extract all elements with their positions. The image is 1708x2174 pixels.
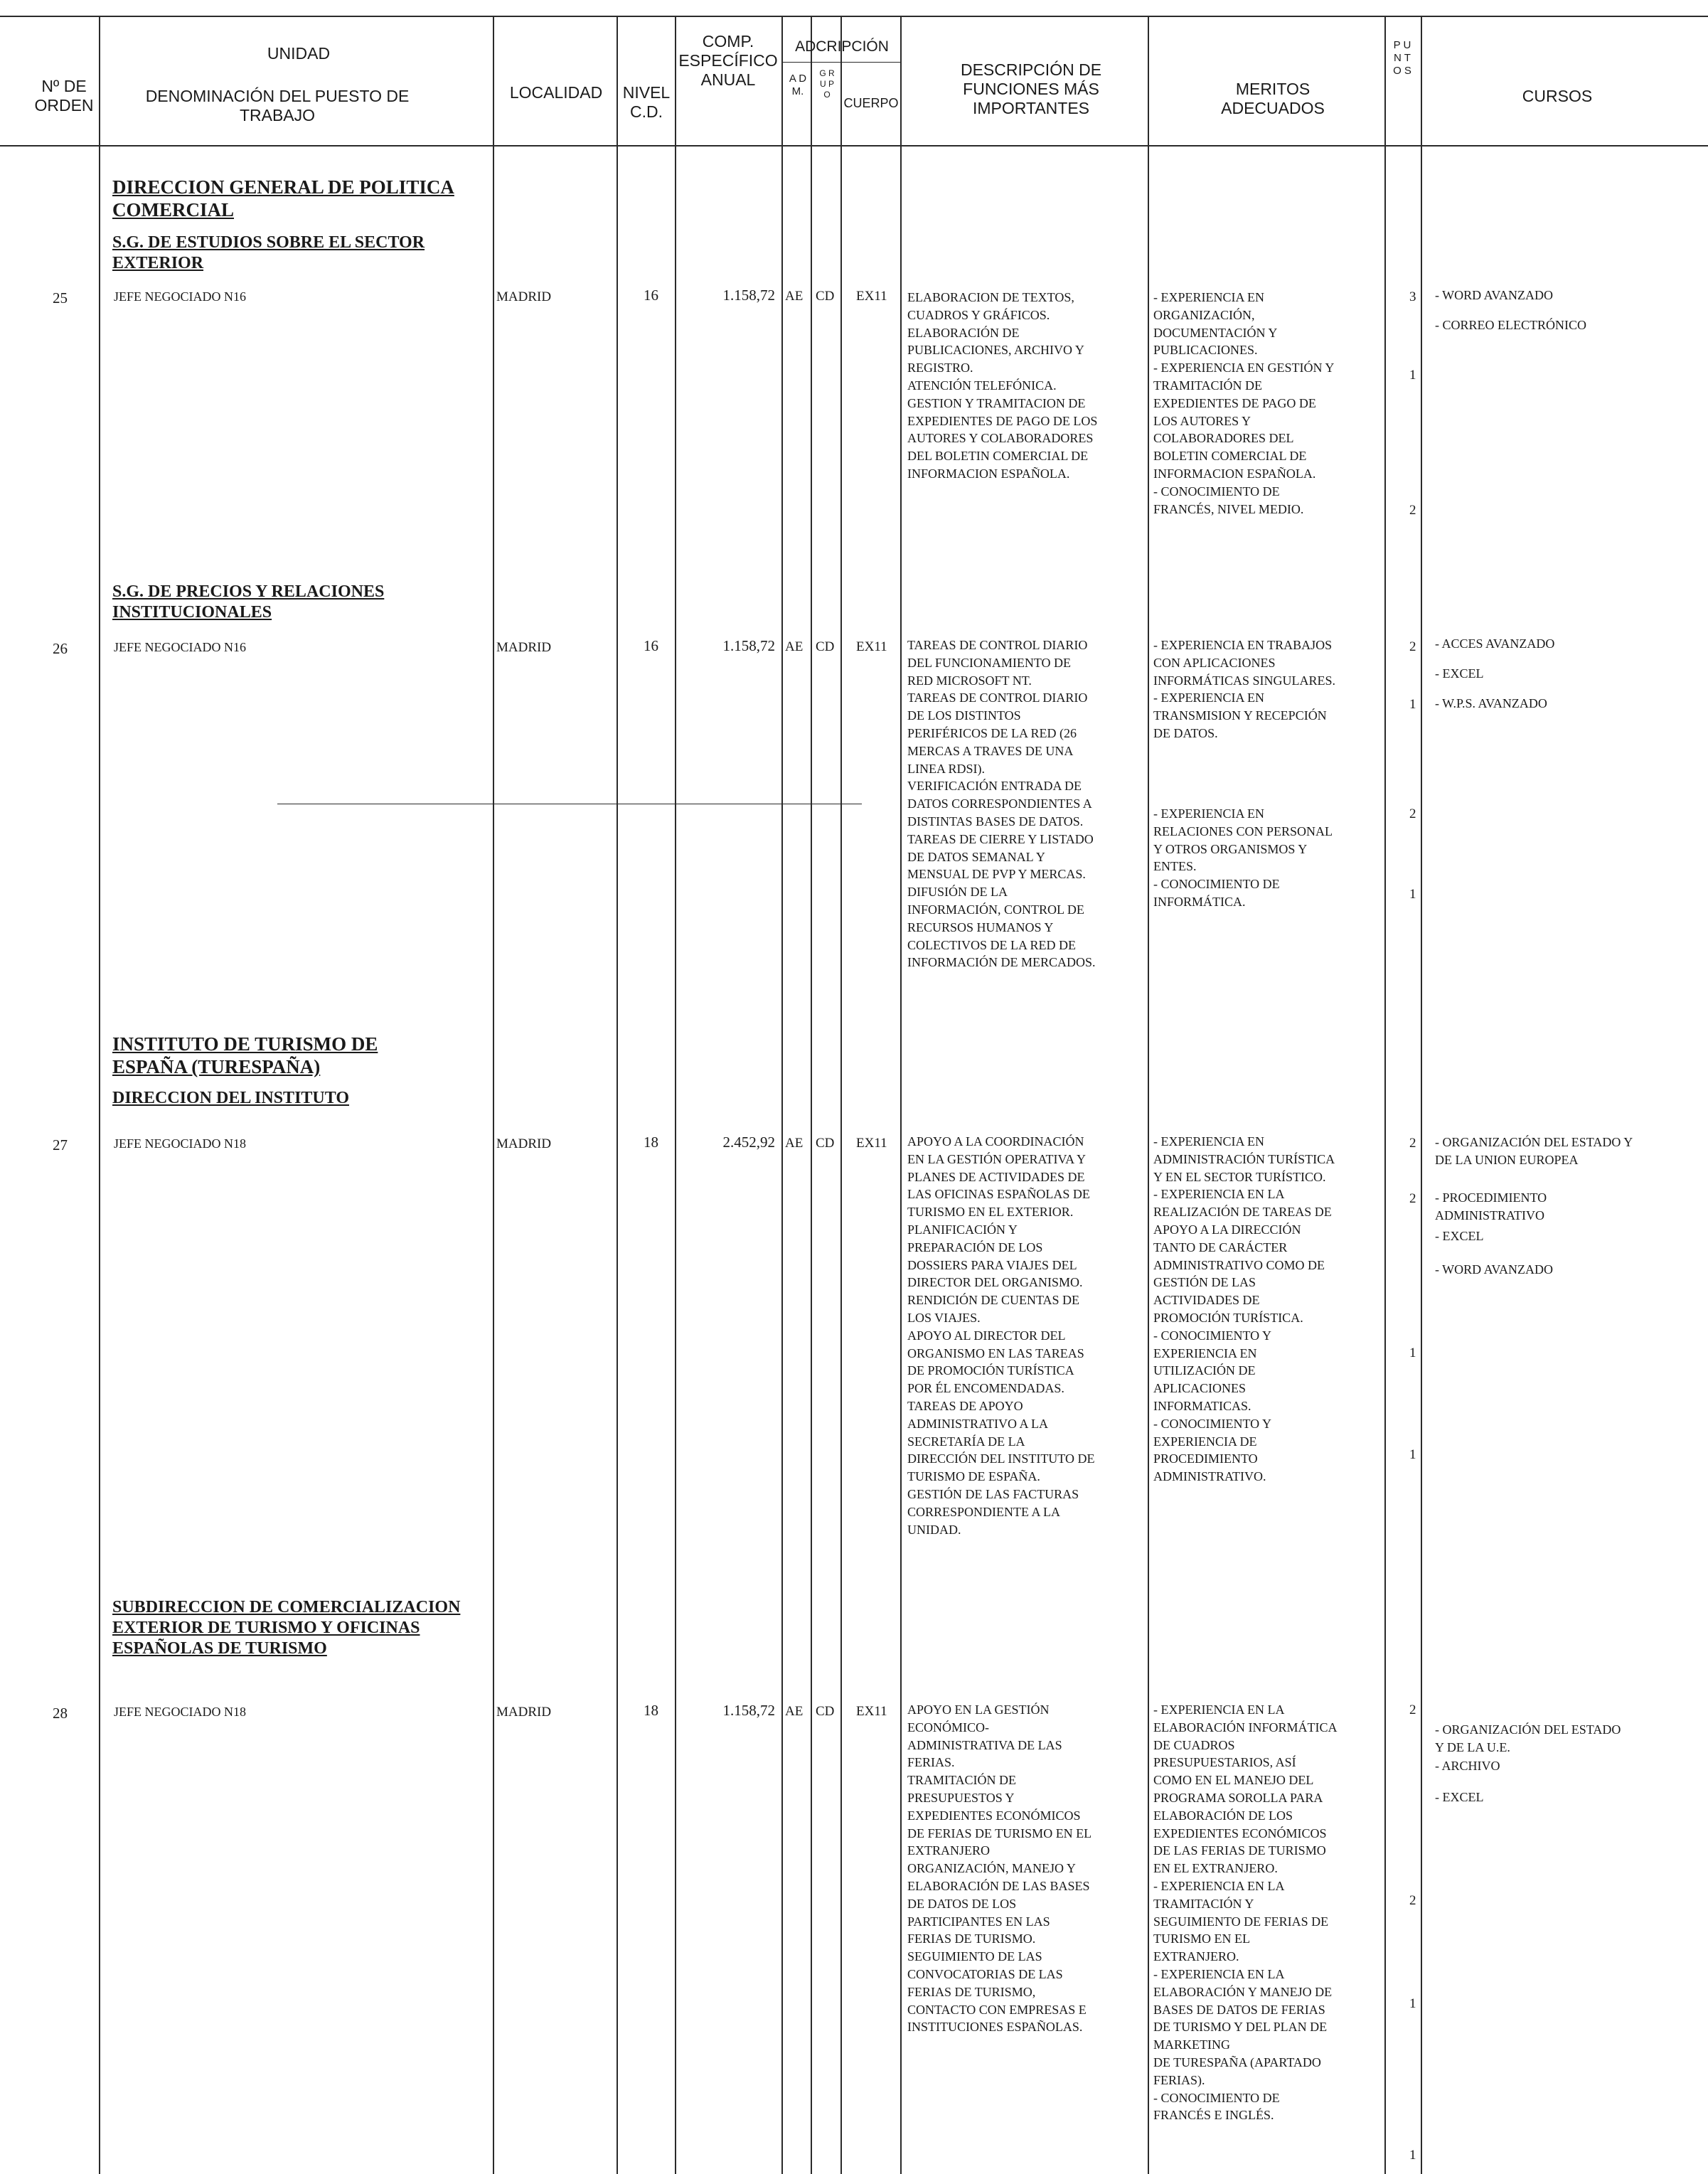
row-curso: - PROCEDIMIENTO ADMINISTRATIVO xyxy=(1435,1190,1547,1222)
header-descripcion: DESCRIPCIÓN DE FUNCIONES MÁS IMPORTANTES xyxy=(960,60,1102,117)
row-puntos: 1 xyxy=(1409,1447,1416,1462)
row-descripcion: ELABORACION DE TEXTOS, CUADROS Y GRÁFICOS. ELABORACIÓN DE PUBLICACIONES, ARCHIVO Y REGISTRO. ATENCIÓN TELEFÓNICA. GESTION Y TRAMITACION DE EXPEDIENTES DE PAGO DE LOS AUTORES Y COLABORADORES DEL BOLETIN COMERCIAL DE INFORMACION ESPAÑOLA. xyxy=(907,290,1098,481)
header-puntos: P U N T O S xyxy=(1393,39,1411,77)
row-puntos: 2 xyxy=(1409,1191,1416,1206)
column-rule xyxy=(840,16,842,2174)
row-cuerpo: EX11 xyxy=(856,289,887,304)
row-comp: 1.158,72 xyxy=(722,287,775,304)
row-puntos: 2 xyxy=(1409,1136,1416,1151)
row-puntos: 2 xyxy=(1409,1893,1416,1908)
row-comp: 1.158,72 xyxy=(722,637,775,654)
row-cuerpo: EX11 xyxy=(856,639,887,654)
column-rule xyxy=(675,16,676,2174)
row-curso: - ORGANIZACIÓN DEL ESTADO Y DE LA U.E. xyxy=(1435,1722,1621,1754)
row-localidad: MADRID xyxy=(496,1136,552,1151)
column-rule xyxy=(493,16,494,2174)
row-meritos: - EXPERIENCIA EN ADMINISTRACIÓN TURÍSTICA Y EN EL SECTOR TURÍSTICO. - EXPERIENCIA EN LA REALIZACIÓN DE TAREAS DE APOYO A LA DIRECCIÓN TANTO DE CARÁCTER ADMINISTRATIVO COMO DE GESTIÓN DE LAS ACTIVIDADES DE PROMOCIÓN TURÍSTICA. - CONOCIMIENTO Y EXPERIENCIA EN UTILIZACIÓN DE APLICACIONES INFORMATICAS. - CONOCIMIENTO Y EXPERIENCIA DE PROCEDIMIENTO ADMINISTRATIVO. xyxy=(1153,1134,1335,1484)
row-orden: 27 xyxy=(53,1136,68,1153)
row-curso: - WORD AVANZADO xyxy=(1435,1262,1554,1277)
row-adm: AE xyxy=(785,1704,804,1719)
row-adm: AE xyxy=(785,289,804,304)
section-title: DIRECCION GENERAL DE POLITICA COMERCIAL xyxy=(112,176,454,220)
row-puntos: 1 xyxy=(1409,887,1416,902)
row-puntos: 1 xyxy=(1409,1346,1416,1360)
row-grupo: CD xyxy=(816,1136,835,1151)
header-nivel: NIVEL C.D. xyxy=(622,83,671,121)
row-grupo: CD xyxy=(816,1704,835,1719)
row-puesto: JEFE NEGOCIADO N16 xyxy=(114,640,246,654)
row-comp: 1.158,72 xyxy=(722,1702,775,1719)
header-top-rule xyxy=(0,16,1708,17)
header-unidad: UNIDAD xyxy=(267,44,331,63)
row-descripcion: TAREAS DE CONTROL DIARIO DEL FUNCIONAMIENTO DE RED MICROSOFT NT. TAREAS DE CONTROL DIARIO DE LOS DISTINTOS PERIFÉRICOS DE LA RED (26 MERCAS A TRAVES DE UNA LINEA RDSI). VERIFICACIÓN ENTRADA DE DATOS CORRESPONDIENTES A DISTINTAS BASES DE DATOS. TAREAS DE CIERRE Y LISTADO DE DATOS SEMANAL Y MENSUAL DE PVP Y MERCAS. DIFUSIÓN DE LA INFORMACIÓN, CONTROL DE RECURSOS HUMANOS Y COLECTIVOS DE LA RED DE INFORMACIÓN DE MERCADOS. xyxy=(907,638,1096,970)
header-cursos: CURSOS xyxy=(1522,87,1593,105)
row-cuerpo: EX11 xyxy=(856,1136,887,1151)
row-meritos: - EXPERIENCIA EN ORGANIZACIÓN, DOCUMENTACIÓN Y PUBLICACIONES. - EXPERIENCIA EN GESTIÓN Y TRAMITACIÓN DE EXPEDIENTES DE PAGO DE LOS AUTORES Y COLABORADORES DEL BOLETIN COMERCIAL DE INFORMACION ESPAÑOLA. - CONOCIMIENTO DE FRANCÉS, NIVEL MEDIO. xyxy=(1153,290,1335,516)
column-rule xyxy=(1421,16,1422,2174)
column-rule xyxy=(99,16,100,2174)
row-orden: 26 xyxy=(53,640,68,657)
row-puntos: 3 xyxy=(1409,289,1416,304)
column-rule xyxy=(781,16,783,2174)
row-localidad: MADRID xyxy=(496,289,552,304)
row-puesto: JEFE NEGOCIADO N18 xyxy=(114,1705,246,1719)
row-puesto: JEFE NEGOCIADO N16 xyxy=(114,289,246,304)
row-curso: - ORGANIZACIÓN DEL ESTADO Y DE LA UNION EUROPEA xyxy=(1435,1135,1633,1167)
row-nivel: 18 xyxy=(644,1702,658,1719)
row-curso: - ARCHIVO xyxy=(1435,1759,1500,1773)
row-orden: 25 xyxy=(53,289,68,307)
row-curso: - EXCEL xyxy=(1435,1790,1484,1804)
section-subtitle: S.G. DE ESTUDIOS SOBRE EL SECTOR EXTERIOR xyxy=(112,233,425,272)
column-rule xyxy=(1384,16,1386,2174)
row-nivel: 16 xyxy=(644,287,658,304)
section-subtitle: S.G. DE PRECIOS Y RELACIONES INSTITUCIONALES xyxy=(112,582,385,622)
column-rule xyxy=(617,16,618,2174)
row-adm: AE xyxy=(785,639,804,654)
header-adm: A D M. xyxy=(789,73,807,97)
row-curso: - WORD AVANZADO xyxy=(1435,288,1554,302)
header-cuerpo: CUERPO xyxy=(843,96,899,110)
header-adscripcion: ADCRIPCIÓN xyxy=(795,38,889,55)
adscripcion-rule xyxy=(781,62,901,63)
row-puntos: 2 xyxy=(1409,806,1416,821)
row-orden: 28 xyxy=(53,1705,68,1722)
row-descripcion: APOYO A LA COORDINACIÓN EN LA GESTIÓN OPERATIVA Y PLANES DE ACTIVIDADES DE LAS OFICINAS ESPAÑOLAS DE TURISMO EN EL EXTERIOR. PLANIFICACIÓN Y PREPARACIÓN DE LOS DOSSIERS PARA VIAJES DEL DIRECTOR DEL ORGANISMO. RENDICIÓN DE CUENTAS DE LOS VIAJES. APOYO AL DIRECTOR DEL ORGANISMO EN LAS TAREAS DE PROMOCIÓN TURÍSTICA POR ÉL ENCOMENDADAS. TAREAS DE APOYO ADMINISTRATIVO A LA SECRETARÍA DE LA DIRECCIÓN DEL INSTITUTO DE TURISMO DE ESPAÑA. GESTIÓN DE LAS FACTURAS CORRESPONDIENTE A LA UNIDAD. xyxy=(907,1134,1095,1537)
row-descripcion: APOYO EN LA GESTIÓN ECONÓMICO- ADMINISTRATIVA DE LAS FERIAS. TRAMITACIÓN DE PRESUPUESTOS Y EXPEDIENTES ECONÓMICOS DE FERIAS DE TURISMO EN EL EXTRANJERO ORGANIZACIÓN, MANEJO Y ELABORACIÓN DE LAS BASES DE DATOS DE LOS PARTICIPANTES EN LAS FERIAS DE TURISMO. SEGUIMIENTO DE LAS CONVOCATORIAS DE LAS FERIAS DE TURISMO, CONTACTO CON EMPRESAS E INSTITUCIONES ESPAÑOLAS. xyxy=(907,1703,1092,2035)
row-puntos: 2 xyxy=(1409,639,1416,654)
row-adm: AE xyxy=(785,1136,804,1151)
header-denominacion: DENOMINACIÓN DEL PUESTO DE TRABAJO xyxy=(145,87,410,124)
row-grupo: CD xyxy=(816,289,835,304)
row-puntos: 2 xyxy=(1409,503,1416,518)
column-rule xyxy=(900,16,902,2174)
column-rule xyxy=(1148,16,1149,2174)
row-puntos: 1 xyxy=(1409,368,1416,383)
header-meritos: MERITOS ADECUADOS xyxy=(1221,80,1325,117)
row-puntos: 2 xyxy=(1409,1703,1416,1717)
row-grupo: CD xyxy=(816,639,835,654)
row-puntos: 1 xyxy=(1409,697,1416,712)
row-curso: - CORREO ELECTRÓNICO xyxy=(1435,318,1586,332)
header-grupo: G R U P O xyxy=(819,68,835,100)
row-meritos: - EXPERIENCIA EN RELACIONES CON PERSONAL Y OTROS ORGANISMOS Y ENTES. - CONOCIMIENTO DE INFORMÁTICA. xyxy=(1153,806,1333,909)
header-bottom-rule xyxy=(0,145,1708,146)
row-localidad: MADRID xyxy=(496,640,552,655)
section-subtitle: DIRECCION DEL INSTITUTO xyxy=(112,1089,349,1107)
header-orden: Nº DE ORDEN xyxy=(34,77,94,114)
row-localidad: MADRID xyxy=(496,1705,552,1720)
row-curso: - EXCEL xyxy=(1435,666,1484,681)
row-puntos: 1 xyxy=(1409,2148,1416,2163)
row-puntos: 1 xyxy=(1409,1996,1416,2011)
row-curso: - W.P.S. AVANZADO xyxy=(1435,696,1547,710)
row-comp: 2.452,92 xyxy=(722,1134,775,1151)
section-title: INSTITUTO DE TURISMO DE ESPAÑA (TURESPAÑA) xyxy=(112,1033,378,1077)
section-subtitle: SUBDIRECCION DE COMERCIALIZACION EXTERIOR DE TURISMO Y OFICINAS ESPAÑOLAS DE TURISMO xyxy=(112,1598,461,1658)
header-localidad: LOCALIDAD xyxy=(509,83,603,102)
row-puesto: JEFE NEGOCIADO N18 xyxy=(114,1136,246,1151)
row-meritos: - EXPERIENCIA EN TRABAJOS CON APLICACIONES INFORMÁTICAS SINGULARES. - EXPERIENCIA EN TRANSMISION Y RECEPCIÓN DE DATOS. xyxy=(1153,638,1336,740)
header-comp: COMP. ESPECÍFICO ANUAL xyxy=(678,32,778,89)
row-nivel: 18 xyxy=(644,1134,658,1151)
row-cuerpo: EX11 xyxy=(856,1704,887,1719)
row-meritos: - EXPERIENCIA EN LA ELABORACIÓN INFORMÁTICA DE CUADROS PRESUPUESTARIOS, ASÍ COMO EN EL MANEJO DEL PROGRAMA SOROLLA PARA ELABORACIÓN DE LOS EXPEDIENTES ECONÓMICOS DE LAS FERIAS DE TURISMO EN EL EXTRANJERO. - EXPERIENCIA EN LA TRAMITACIÓN Y SEGUIMIENTO DE FERIAS DE TURISMO EN EL EXTRANJERO. - EXPERIENCIA EN LA ELABORACIÓN Y MANEJO DE BASES DE DATOS DE FERIAS DE TURISMO Y DEL PLAN DE MARKETING DE TURESPAÑA (APARTADO FERIAS). - CONOCIMIENTO DE FRANCÉS E INGLÉS. xyxy=(1153,1703,1338,2123)
column-rule xyxy=(811,16,812,2174)
row-curso: - EXCEL xyxy=(1435,1229,1484,1243)
row-nivel: 16 xyxy=(644,637,658,654)
row-curso: - ACCES AVANZADO xyxy=(1435,636,1555,651)
